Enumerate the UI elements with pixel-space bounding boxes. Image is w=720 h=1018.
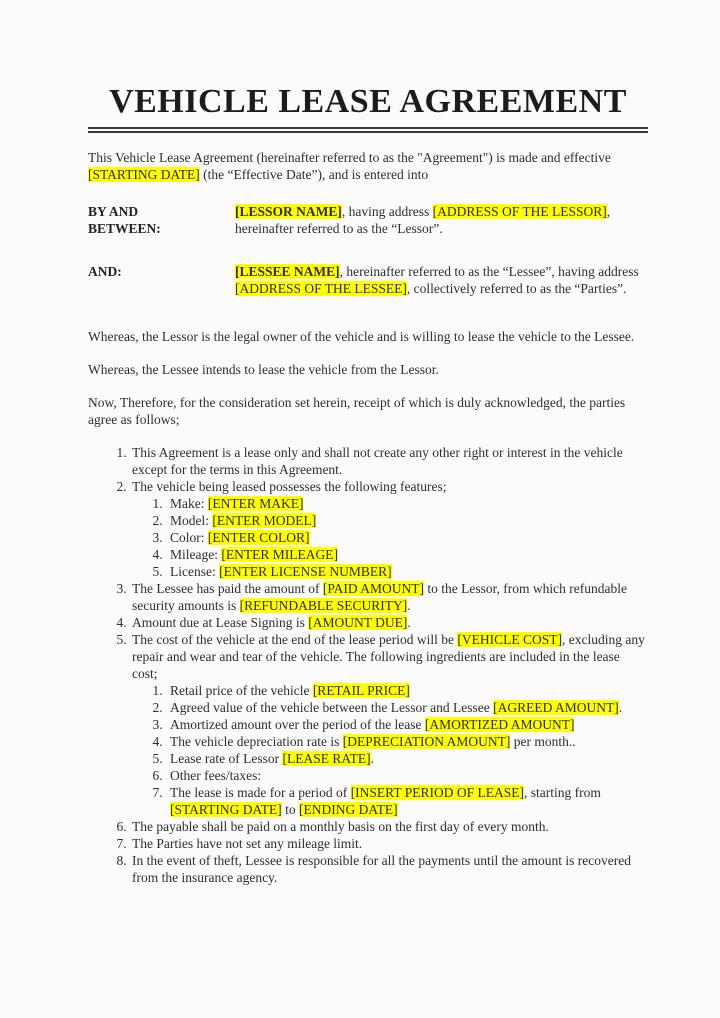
placeholder-highlight: [RETAIL PRICE]: [312, 683, 410, 698]
text-run: per month..: [510, 734, 576, 749]
recital-paragraph-now-therefore: [88, 394, 648, 428]
subterm-list: [132, 495, 648, 580]
intro-paragraph: [88, 149, 648, 183]
recital-paragraph-lessor-owner: [88, 328, 648, 345]
text-run: , excluding any repair and wear and tear of the vehicle. The following ingredients are included in the lease cost;: [132, 632, 645, 681]
text-run: Now, Therefore, for the consideration set herein, receipt of which is duly acknowledged, the parties agree as follows;: [88, 395, 626, 427]
text-run: Lease rate of Lessor: [170, 751, 283, 766]
text-run: , hereinafter referred to as the “Lessee”, having address: [339, 264, 639, 279]
placeholder-highlight: [LESSEE NAME]: [235, 264, 340, 279]
text-run: Make:: [170, 496, 208, 511]
text-run: Retail price of the vehicle: [170, 683, 313, 698]
text-run: to the Lessor, from which refundable security amounts is: [132, 581, 627, 613]
text-run: , collectively referred to as the “Parties”.: [406, 281, 627, 296]
term-item: [130, 631, 648, 818]
subterm-item: [166, 546, 648, 563]
placeholder-highlight: [ENTER MAKE]: [207, 496, 304, 511]
text-run: Other fees/taxes:: [170, 768, 262, 783]
text-run: .: [407, 598, 411, 613]
text-run: Amount due at Lease Signing is: [132, 615, 309, 630]
text-run: This Agreement is a lease only and shall not create any other right or interest in the vehicle except for the terms in this Agreement.: [132, 445, 623, 477]
subterm-item: [166, 495, 648, 512]
subterm-list: [132, 682, 648, 818]
text-run: , starting from: [524, 785, 601, 800]
text-run: Mileage:: [170, 547, 222, 562]
text-run: The vehicle depreciation rate is: [170, 734, 343, 749]
text-run: , hereinafter referred to as the “Lessor”.: [235, 204, 611, 236]
party-content-lessor: [235, 203, 648, 237]
text-run: Model:: [170, 513, 213, 528]
subterm-item: [166, 733, 648, 750]
title-rule: [88, 127, 648, 133]
term-item: [130, 835, 648, 852]
text-run: Amortized amount over the period of the lease: [170, 717, 425, 732]
placeholder-highlight: [ENTER MODEL]: [212, 513, 317, 528]
subterm-item: [166, 699, 648, 716]
text-run: to: [281, 802, 299, 817]
term-item: [130, 580, 648, 614]
terms-list: [88, 444, 648, 886]
placeholder-highlight: [LESSOR NAME]: [235, 204, 342, 219]
text-run: Whereas, the Lessee intends to lease the vehicle from the Lessor.: [88, 362, 439, 377]
placeholder-highlight: [STARTING DATE]: [88, 167, 200, 182]
placeholder-highlight: [ENDING DATE]: [298, 802, 398, 817]
term-item: [130, 614, 648, 631]
party-content-lessee: [235, 263, 648, 297]
placeholder-highlight: [ENTER MILEAGE]: [221, 547, 338, 562]
text-run: .: [370, 751, 374, 766]
text-run: .: [618, 700, 623, 715]
subterm-item: [166, 767, 648, 784]
party-label-and: AND:: [88, 264, 122, 279]
placeholder-highlight: [INSERT PERIOD OF LEASE]: [350, 785, 525, 800]
subterm-item: [166, 716, 648, 733]
text-run: This Vehicle Lease Agreement (hereinafter referred to as the "Agreement") is made and effective: [88, 150, 611, 165]
placeholder-highlight: [AMOUNT DUE]: [308, 615, 408, 630]
text-run: The lease is made for a period of: [170, 785, 351, 800]
placeholder-highlight: [STARTING DATE]: [170, 802, 282, 817]
placeholder-highlight: [VEHICLE COST]: [457, 632, 563, 647]
party-row-lessor: [88, 203, 648, 237]
recital-paragraph-lessee-intends: [88, 361, 648, 378]
party-row-lessee: [88, 263, 648, 297]
text-run: The payable shall be paid on a monthly basis on the first day of every month.: [132, 819, 549, 834]
subterm-item: [166, 784, 648, 818]
placeholder-highlight: [ENTER COLOR]: [207, 530, 310, 545]
term-item: [130, 478, 648, 580]
subterm-item: [166, 563, 648, 580]
term-item: [130, 852, 648, 886]
text-run: (the “Effective Date”), and is entered into: [199, 167, 429, 182]
party-label-by-and-between: BY AND BETWEEN:: [88, 204, 161, 236]
text-run: Color:: [170, 530, 208, 545]
term-item: [130, 818, 648, 835]
text-run: The vehicle being leased possesses the following features;: [132, 479, 447, 494]
text-run: License:: [170, 564, 220, 579]
text-run: , having address: [341, 204, 433, 219]
subterm-item: [166, 682, 648, 699]
page-title: VEHICLE LEASE AGREEMENT: [109, 83, 627, 120]
text-run: The Parties have not set any mileage limit.: [132, 836, 363, 851]
placeholder-highlight: [PAID AMOUNT]: [322, 581, 424, 596]
placeholder-highlight: [AMORTIZED AMOUNT]: [424, 717, 575, 732]
subterm-item: [166, 750, 648, 767]
text-run: Whereas, the Lessor is the legal owner of the vehicle and is willing to lease the vehicle to the Lessee.: [88, 329, 635, 344]
text-run: Agreed value of the vehicle between the Lessor and Lessee: [170, 700, 494, 715]
text-run: .: [407, 615, 411, 630]
placeholder-highlight: [AGREED AMOUNT]: [493, 700, 619, 715]
text-run: In the event of theft, Lessee is responsible for all the payments until the amount is recovered from the insurance agency.: [132, 853, 631, 885]
placeholder-highlight: [DEPRECIATION AMOUNT]: [342, 734, 511, 749]
subterm-item: [166, 512, 648, 529]
text-run: The Lessee has paid the amount of: [132, 581, 323, 596]
placeholder-highlight: [ENTER LICENSE NUMBER]: [219, 564, 392, 579]
placeholder-highlight: [REFUNDABLE SECURITY]: [239, 598, 408, 613]
placeholder-highlight: [LEASE RATE]: [282, 751, 371, 766]
term-item: [130, 444, 648, 478]
placeholder-highlight: [ADDRESS OF THE LESSOR]: [432, 204, 607, 219]
subterm-item: [166, 529, 648, 546]
placeholder-highlight: [ADDRESS OF THE LESSEE]: [235, 281, 407, 296]
text-run: The cost of the vehicle at the end of the lease period will be: [132, 632, 458, 647]
